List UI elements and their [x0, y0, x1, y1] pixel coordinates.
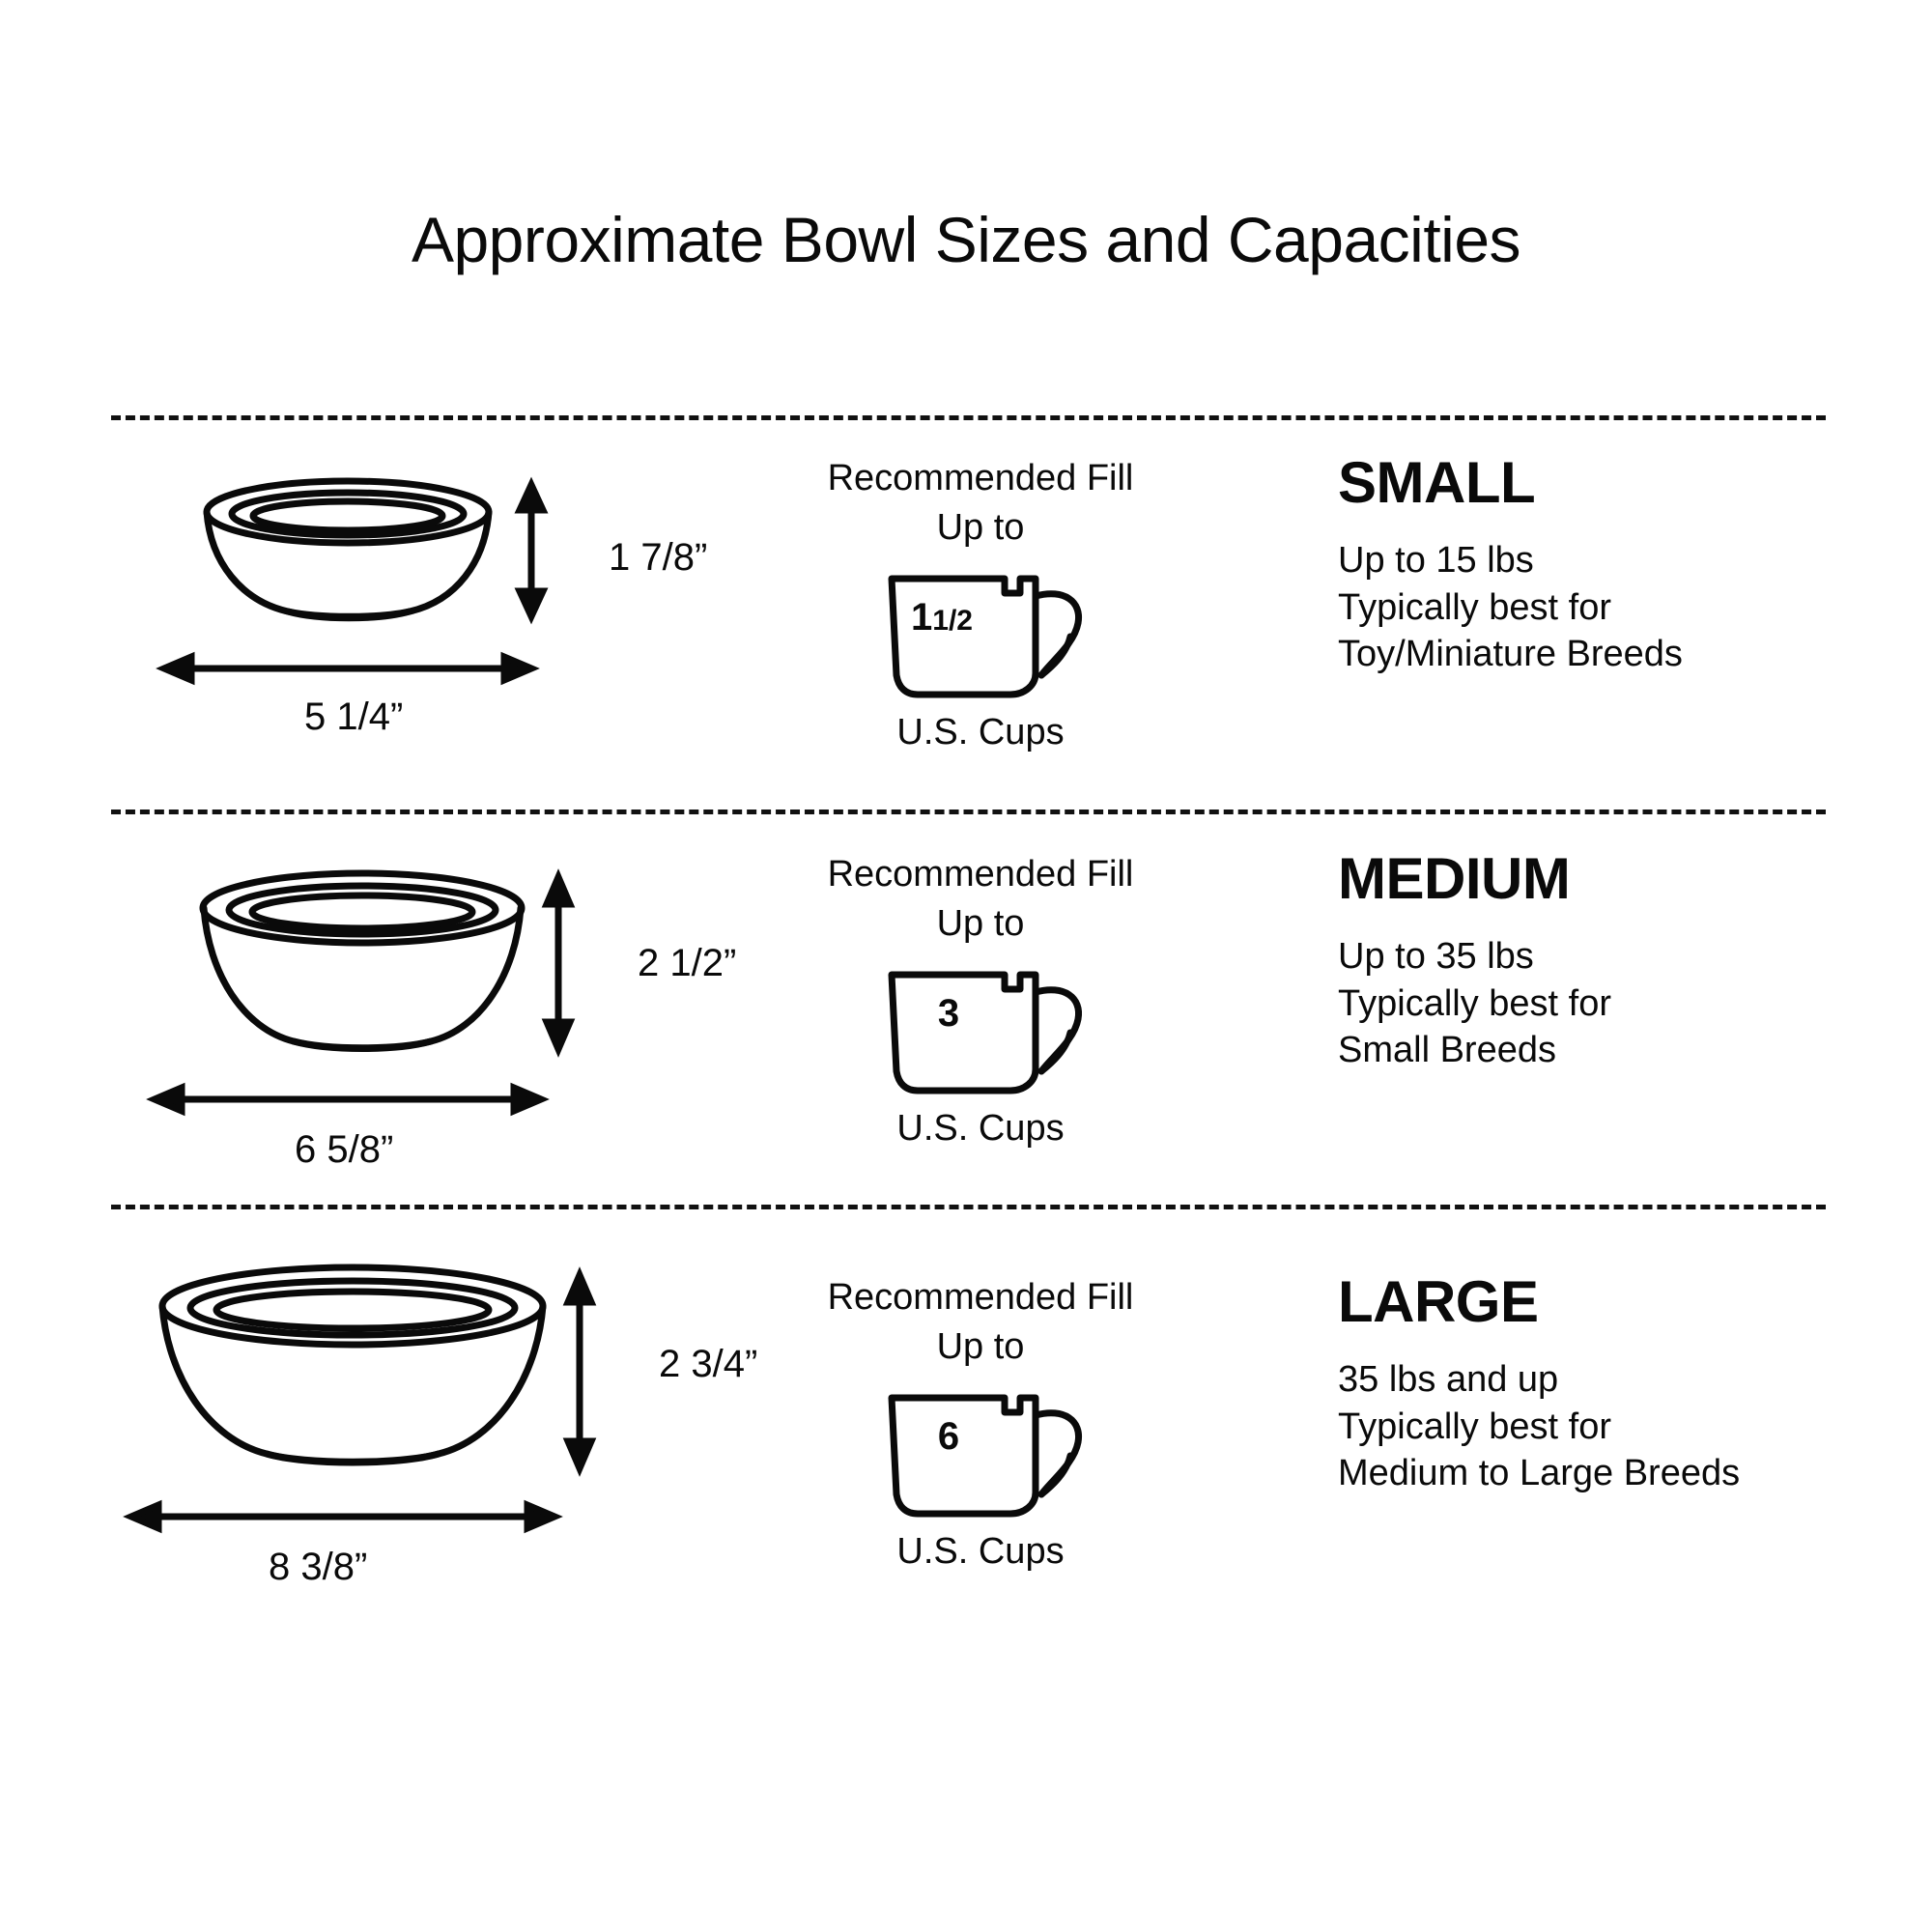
- width-label-medium: 6 5/8”: [295, 1128, 394, 1171]
- desc-line: Up to 35 lbs: [1338, 936, 1534, 977]
- divider-top: [111, 415, 1826, 420]
- width-label-large: 8 3/8”: [269, 1546, 368, 1588]
- size-name-large: LARGE: [1338, 1269, 1539, 1334]
- desc-line: Up to 15 lbs: [1338, 540, 1534, 581]
- bowl-illustration-large: [97, 1246, 773, 1588]
- page-title: Approximate Bowl Sizes and Capacities: [411, 204, 1521, 275]
- row-medium: [0, 846, 1932, 1198]
- size-info-medium: [1338, 846, 1879, 1074]
- desc-line: Typically best for: [1338, 1406, 1611, 1447]
- cup-value-large: 6: [937, 1414, 960, 1458]
- measuring-cup-large: [792, 1378, 1169, 1523]
- fill-info-large: [792, 1273, 1169, 1573]
- size-name-small: SMALL: [1338, 450, 1536, 515]
- height-label-medium: 2 1/2”: [638, 942, 737, 984]
- width-arrow-medium: [155, 1088, 541, 1111]
- measuring-cup-medium: [792, 955, 1169, 1100]
- height-arrow-medium: [547, 877, 570, 1049]
- size-info-small: [1338, 450, 1879, 678]
- fill-foot-small: U.S. Cups: [896, 711, 1065, 753]
- cup-value-medium: 3: [937, 991, 960, 1035]
- fill-foot-medium: U.S. Cups: [896, 1107, 1065, 1149]
- desc-line: Toy/Miniature Breeds: [1338, 634, 1683, 675]
- width-label-small: 5 1/4”: [304, 696, 404, 738]
- desc-line: 35 lbs and up: [1338, 1359, 1559, 1400]
- fill-head-line1-large: Recommended Fill: [827, 1277, 1134, 1318]
- height-label-large: 2 3/4”: [659, 1343, 758, 1385]
- size-desc-small: [1338, 537, 1879, 678]
- fill-info-small: [792, 454, 1169, 753]
- height-label-small: 1 7/8”: [609, 536, 708, 579]
- divider-middle: [111, 810, 1826, 814]
- width-arrow-large: [131, 1505, 554, 1528]
- desc-line: Small Breeds: [1338, 1030, 1556, 1071]
- fill-head-line2-large: Up to: [936, 1326, 1025, 1368]
- desc-line: Medium to Large Breeds: [1338, 1453, 1741, 1494]
- desc-line: Typically best for: [1338, 586, 1611, 628]
- height-arrow-small: [520, 485, 543, 616]
- size-desc-medium: [1338, 933, 1879, 1074]
- row-small: [0, 450, 1932, 802]
- fill-head-line1-medium: Recommended Fill: [827, 854, 1134, 895]
- size-desc-large: [1338, 1356, 1879, 1497]
- height-arrow-large: [568, 1275, 591, 1468]
- desc-line: Typically best for: [1338, 982, 1611, 1024]
- fill-head-line1-small: Recommended Fill: [827, 458, 1134, 498]
- fill-head-line2-medium: Up to: [936, 903, 1025, 945]
- measuring-cup-small: [792, 559, 1169, 704]
- divider-bottom: [111, 1205, 1826, 1209]
- fill-foot-large: U.S. Cups: [896, 1530, 1065, 1572]
- fill-info-medium: [792, 850, 1169, 1150]
- bowl-drawing-medium: [126, 850, 782, 1169]
- bowl-drawing-large: [97, 1246, 773, 1584]
- size-name-medium: MEDIUM: [1338, 846, 1571, 911]
- bowl-illustration-medium: [126, 850, 782, 1169]
- width-arrow-small: [164, 657, 531, 680]
- fill-head-line2-small: Up to: [936, 507, 1025, 549]
- cup-value-small: 11/2: [911, 595, 973, 639]
- bowl-illustration-small: [126, 454, 763, 763]
- bowl-drawing-small: [126, 454, 763, 763]
- size-info-large: [1338, 1269, 1879, 1497]
- row-large: [0, 1246, 1932, 1613]
